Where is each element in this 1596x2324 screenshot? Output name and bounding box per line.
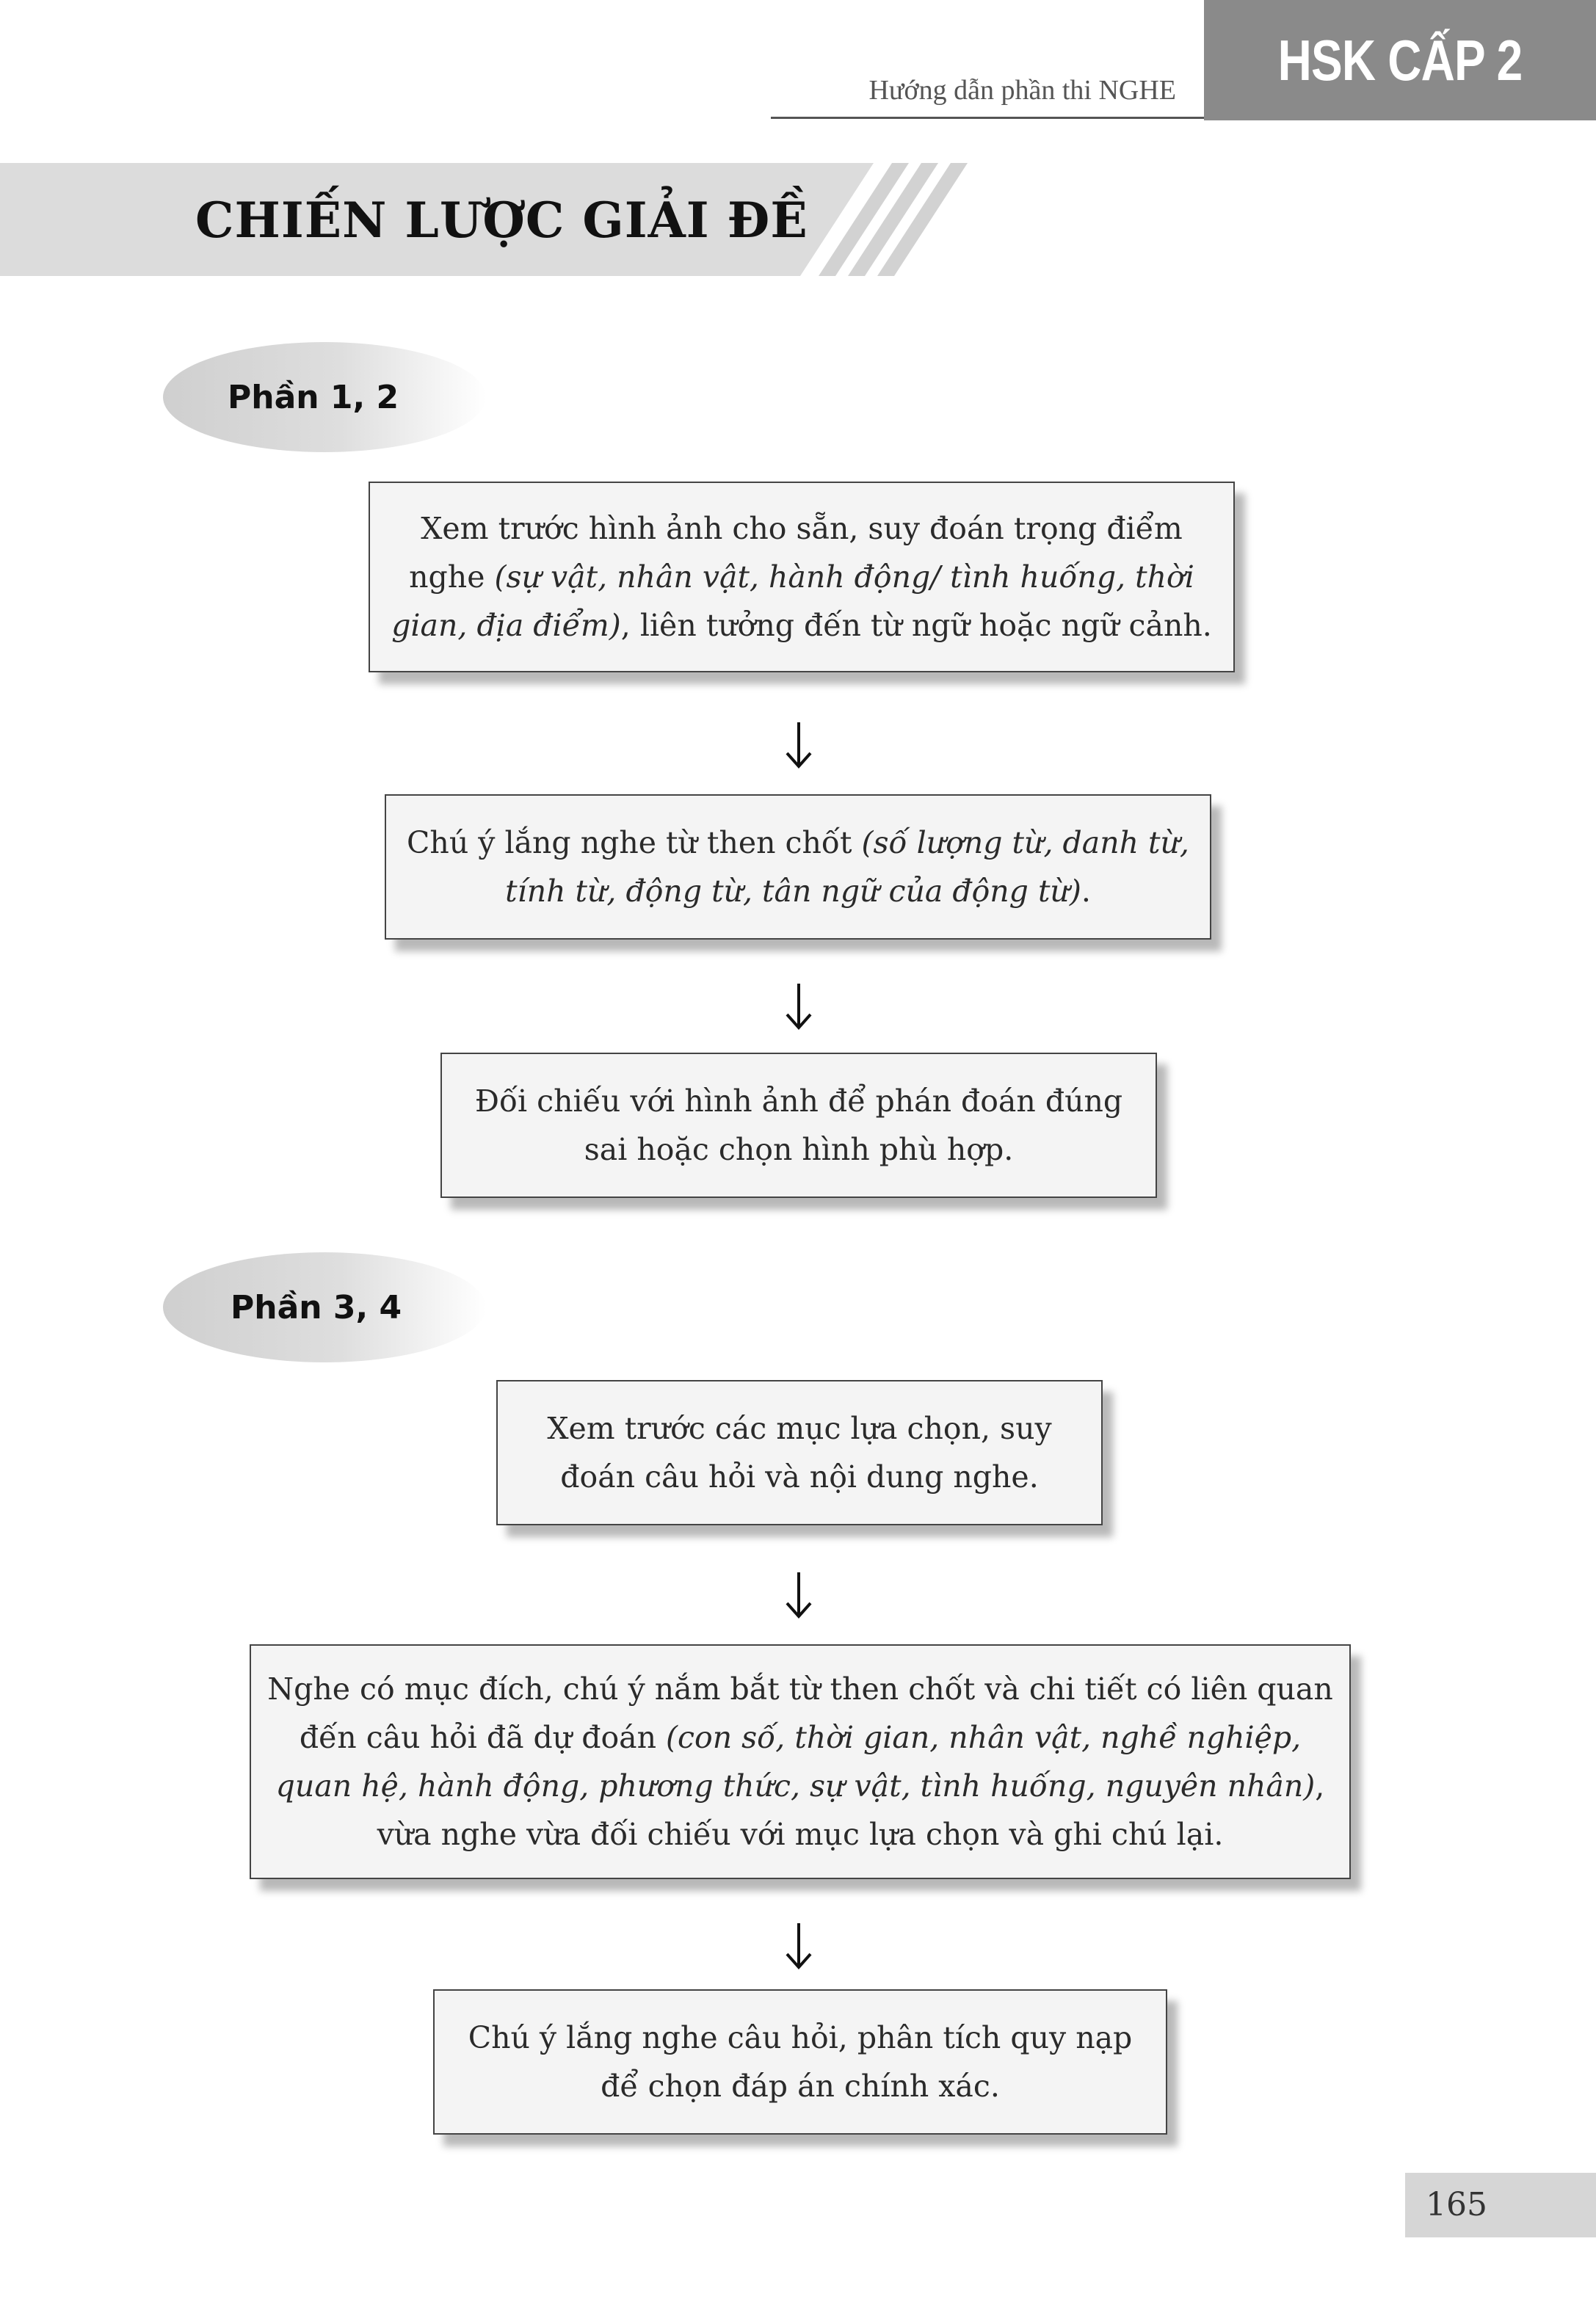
- flow-step-2-2: Nghe có mục đích, chú ý nắm bắt từ then chốt và chi tiết có liên quan đến câu hỏi đã dự đoán (con số, thời gian, nhân vật, nghề nghiệp, quan hệ, hành động, phương thức, sự vật, tình huống, nguyên nhân), vừa nghe vừa đối chiếu với mục lựa chọn và ghi chú lại.: [250, 1644, 1351, 1879]
- arrow-down-icon: [777, 1569, 821, 1621]
- arrow-down-icon: [777, 981, 821, 1032]
- level-tab: HSK CẤP 2: [1239, 0, 1561, 120]
- flow-step-1-3: Đối chiếu với hình ảnh để phán đoán đúng sai hoặc chọn hình phù hợp.: [440, 1053, 1157, 1198]
- page-number: 165: [1405, 2173, 1596, 2237]
- flow-step-2-3: Chú ý lắng nghe câu hỏi, phân tích quy nạp để chọn đáp án chính xác.: [433, 1989, 1167, 2135]
- running-header: [771, 72, 1204, 119]
- arrow-down-icon: [777, 719, 821, 771]
- part-3-4-label: Phần 3, 4: [231, 1289, 402, 1326]
- section-title: CHIẾN LƯỢC GIẢI ĐỀ: [195, 192, 808, 249]
- flow-step-1-2: Chú ý lắng nghe từ then chốt (số lượng từ, danh từ, tính từ, động từ, tân ngữ của động từ).: [385, 794, 1211, 940]
- arrow-down-icon: [777, 1920, 821, 1972]
- flow-step-2-1: Xem trước các mục lựa chọn, suy đoán câu hỏi và nội dung nghe.: [496, 1380, 1103, 1525]
- flow-step-1-1: Xem trước hình ảnh cho sẵn, suy đoán trọng điểm nghe (sự vật, nhân vật, hành động/ tình huống, thời gian, địa điểm), liên tưởng đến từ ngữ hoặc ngữ cảnh.: [369, 482, 1235, 672]
- part-1-2-label: Phần 1, 2: [228, 379, 399, 416]
- running-title: Hướng dẫn phần thi NGHE: [868, 75, 1176, 106]
